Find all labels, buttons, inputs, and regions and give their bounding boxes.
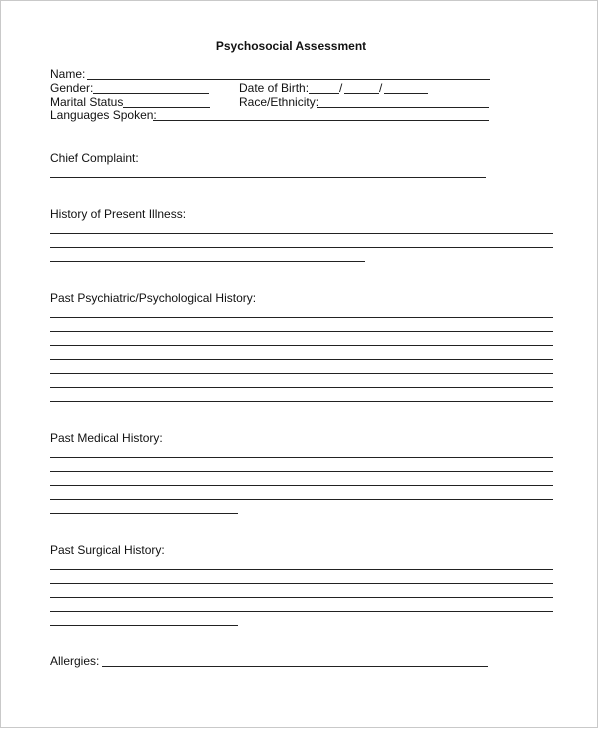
past-medical-history-label: Past Medical History: bbox=[50, 431, 163, 445]
past-surgical-history-line[interactable] bbox=[50, 583, 553, 584]
dob-month-field[interactable] bbox=[309, 93, 339, 94]
past-psychiatric-history-line[interactable] bbox=[50, 387, 553, 388]
form-title: Psychosocial Assessment bbox=[215, 39, 367, 53]
past-surgical-history-label: Past Surgical History: bbox=[50, 543, 165, 557]
past-surgical-history-line[interactable] bbox=[50, 569, 553, 570]
past-surgical-history-line[interactable] bbox=[50, 597, 553, 598]
past-psychiatric-history-line[interactable] bbox=[50, 317, 553, 318]
past-surgical-history-line[interactable] bbox=[50, 625, 238, 626]
dob-year-field[interactable] bbox=[384, 93, 428, 94]
allergies-field[interactable] bbox=[102, 666, 488, 667]
history-present-illness-line[interactable] bbox=[50, 233, 553, 234]
past-psychiatric-history-line[interactable] bbox=[50, 373, 553, 374]
past-medical-history-line[interactable] bbox=[50, 485, 553, 486]
past-psychiatric-history-line[interactable] bbox=[50, 401, 553, 402]
dob-day-field[interactable] bbox=[344, 93, 379, 94]
gender-field[interactable] bbox=[93, 93, 209, 94]
date-of-birth-label: Date of Birth: bbox=[239, 81, 310, 95]
chief-complaint-line[interactable] bbox=[50, 177, 486, 178]
past-medical-history-line[interactable] bbox=[50, 457, 553, 458]
history-present-illness-label: History of Present Illness: bbox=[50, 207, 187, 221]
past-psychiatric-history-line[interactable] bbox=[50, 359, 553, 360]
past-psychiatric-history-line[interactable] bbox=[50, 331, 553, 332]
race-ethnicity-field[interactable] bbox=[317, 107, 489, 108]
marital-status-label: Marital Status bbox=[50, 95, 124, 109]
race-ethnicity-label: Race/Ethnicity: bbox=[239, 95, 320, 109]
gender-label: Gender: bbox=[50, 81, 94, 95]
chief-complaint-label: Chief Complaint: bbox=[50, 151, 139, 165]
past-surgical-history-line[interactable] bbox=[50, 611, 553, 612]
past-medical-history-line[interactable] bbox=[50, 513, 238, 514]
name-label: Name: bbox=[50, 67, 86, 81]
past-psychiatric-history-line[interactable] bbox=[50, 345, 553, 346]
past-psychiatric-history-label: Past Psychiatric/Psychological History: bbox=[50, 291, 257, 305]
dob-slash: / bbox=[379, 81, 383, 95]
history-present-illness-line[interactable] bbox=[50, 261, 365, 262]
languages-spoken-label: Languages Spoken: bbox=[50, 108, 157, 122]
name-field[interactable] bbox=[87, 79, 490, 80]
dob-slash: / bbox=[339, 81, 343, 95]
past-medical-history-line[interactable] bbox=[50, 499, 553, 500]
past-medical-history-line[interactable] bbox=[50, 471, 553, 472]
allergies-label: Allergies: bbox=[50, 654, 100, 668]
history-present-illness-line[interactable] bbox=[50, 247, 553, 248]
languages-spoken-field[interactable] bbox=[153, 120, 489, 121]
